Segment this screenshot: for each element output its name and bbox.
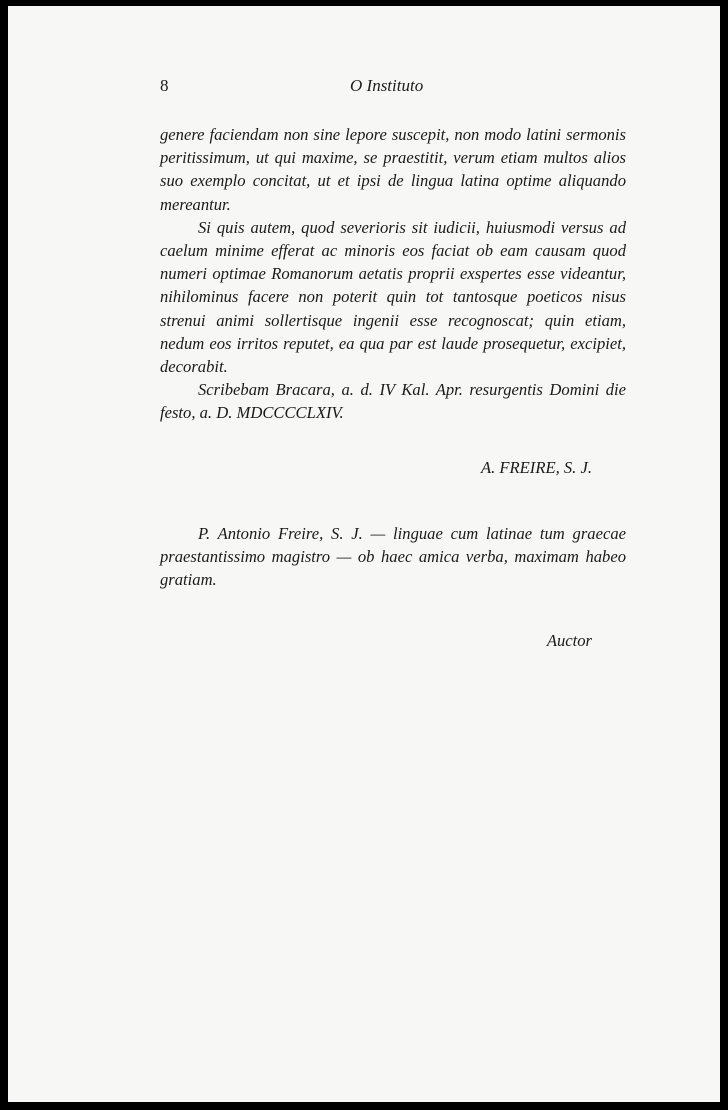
paragraph-continuation: genere faciendam non sine lepore suscepit, non modo latini sermonis peritissimum, ut qui maxime, se praestitit, verum etiam multos alios suo exemplo concitat, ut et ipsi de lingua latina optime aliquando mereantur.: [160, 125, 626, 214]
dateline: Scribebam Bracara, a. d. IV Kal. Apr. resurgentis Domini die festo, a. D. MDCCCCLXIV.: [160, 380, 626, 423]
page-header: [160, 76, 600, 100]
running-title: O Instituto: [350, 76, 424, 95]
paragraph-critique: Si quis autem, quod severioris sit iudicii, huiusmodi versus ad caelum minime efferat ac minoris eos faciat ob eam causam quod numeri optimae Romanorum aetatis proprii exspertes esse videantur, nihilominus facere non poterit quin tot tantosque poeticos nisus strenui animi sollertisque ingenii esse recognoscat; quin etiam, nedum eos irritos reputet, ea qua par est laude prosequetur, excipiet, decorabit.: [160, 217, 626, 377]
book-page: [8, 6, 720, 1102]
acknowledgment-paragraph: P. Antonio Freire, S. J. — linguae cum latinae tum graecae praestantissimo magistro — ob haec amica verba, maximam habeo gratiam.: [160, 524, 626, 590]
letter-body: [160, 123, 626, 425]
acknowledgment-block: [160, 522, 626, 592]
signature-freire: A. FREIRE, S. J.: [480, 458, 592, 477]
page-number: 8: [160, 76, 169, 95]
signature-author: Auctor: [546, 631, 592, 650]
